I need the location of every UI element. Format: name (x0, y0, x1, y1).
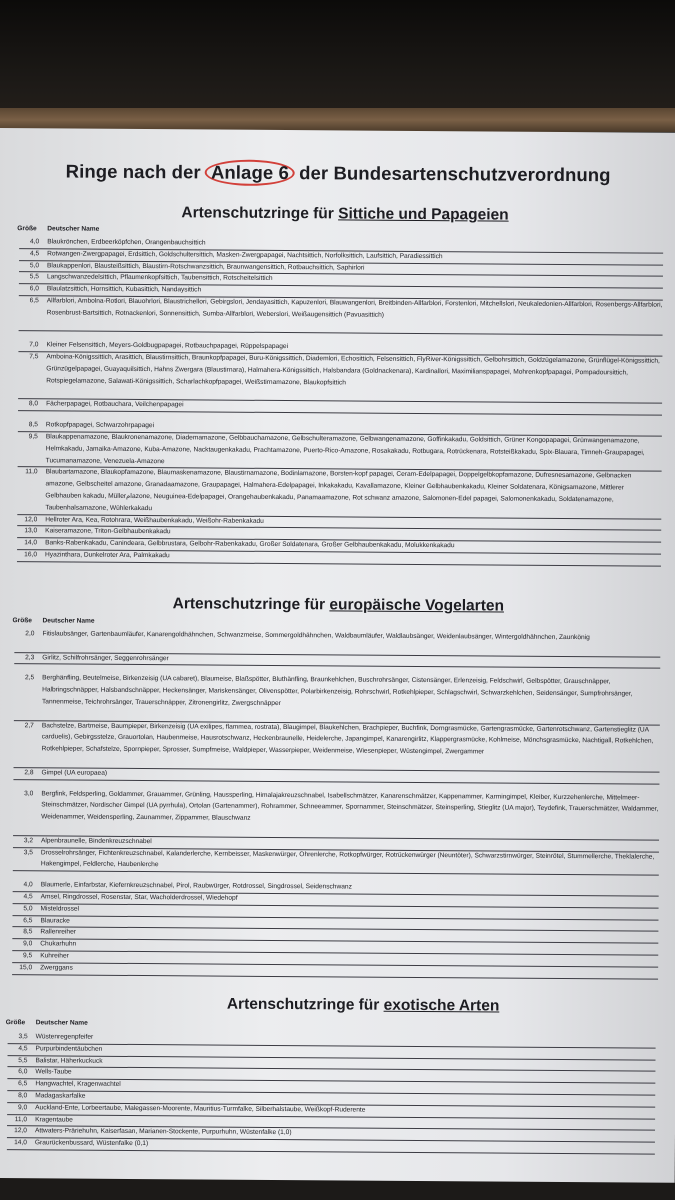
species-names: Auckland-Ente, Lorbeertaube, Malegassen-Moorente, Mauritius-Turmfalke, Silberhalstaube, Weißkopf-Ruderente (35, 1104, 366, 1114)
ring-size: 8,5 (28, 421, 38, 429)
title-circled-annotation: Anlage 6 (205, 159, 295, 186)
species-names: Fitislaubsänger, Gartenbaumläufer, Kanarengoldhähnchen, Schwanzmeise, Sommergoldhähnchen, Waldbaumläufer, Waldlaubsänger, Weidenlaubsänger, Wintergoldhähnchen, Zaunkönig (42, 630, 590, 642)
col-name-header: Deutscher Name (47, 225, 100, 233)
species-names: Kragentaube (35, 1115, 73, 1124)
background-wall (0, 0, 675, 120)
table-row (19, 295, 663, 335)
ring-size: 6,5 (18, 1080, 28, 1088)
ring-size: 5,0 (23, 905, 33, 913)
ring-size: 8,0 (28, 400, 39, 408)
ring-size: 4,5 (29, 250, 40, 258)
species-names: Wüstenregenpfeifer (35, 1033, 94, 1041)
ring-size: 6,5 (23, 916, 33, 924)
col-size-header: Größe (17, 225, 37, 233)
section-title-underlined: Sittiche und Papageien (338, 205, 509, 224)
ring-size: 14,0 (24, 539, 38, 547)
ring-size: 5,5 (29, 273, 39, 281)
ring-size: 11,0 (25, 468, 38, 476)
ring-size: 12,0 (14, 1127, 28, 1135)
section-title-exotic (227, 996, 500, 1016)
ring-size: 4,5 (23, 893, 33, 901)
species-names: Gimpel (UA europaea) (41, 769, 108, 777)
species-names: Hyazinthara, Dunkelroter Ara, Palmkakadu (44, 551, 170, 560)
ring-size: 2,5 (24, 674, 35, 682)
ring-size: 9,0 (23, 940, 33, 948)
species-names: Wells-Taube (35, 1068, 72, 1076)
table-row (14, 673, 660, 725)
title-part-1: Ringe nach der (65, 160, 201, 183)
species-names: Blaulatzsittich, Hornsittich, Kubasittich, Nandaysittich (46, 285, 202, 294)
species-names: Bergfink, Feldsperling, Goldammer, Grauammer, Grünling, Haussperling, Himalajakreuzschnabel, Isabellschmätzer, Kanarenschmätzer, Kappenammer, Karmingimpel, Kleiber, Kurzzehenlerche, Mittelmeer-Steinschmätzer, Nordischer Gimpel (UA pyrrhula), Ortolan (Gartenammer), Rohrammer, Schneeammer, Spornammer, Steinschmätzer, Steinsperling, Stieglitz (UA major), Teydefink, Trauerschmätzer, Waldammer, Weidenammer, Weidensperling, Zaunammer, Zippammer, Blauschwanz (41, 789, 659, 822)
species-names: Blaumerle, Einfarbstar, Kiefernkreuzschnabel, Pirol, Raubwürger, Rotdrossel, Singdrossel, Seidenschwanz (40, 881, 352, 891)
species-names: Kuhreiher (40, 952, 69, 960)
section-title-prefix: Artenschutzringe für (181, 204, 339, 223)
ring-size: 6,0 (29, 285, 39, 293)
ring-size: 4,0 (23, 881, 33, 889)
species-names: Kaiseramazone, Triton-Gelbhaubenkakadu (45, 527, 171, 536)
species-names: Graurückenbussard, Wüstenfalke (0,1) (34, 1139, 149, 1148)
species-names: Rotkopfpapagei, Schwarzohrpapagei (45, 421, 155, 430)
section-title-european (173, 595, 504, 615)
species-names: Hangwachtel, Kragenwachtel (35, 1080, 121, 1089)
species-names: Allfarblori, Ambolna-Rotlori, Blauohrlori, Blaustrichellori, Gebirgslori, Jendayasittich, Kapuzenlori, Blauwangenlori, Breitbinden-Allfarblori, Forstenlori, Mitchellslori, Neukaledonien-Allfarblori, Rosenbergs-Allfarblori, Rosenbrust-Bartsittich, Rotnackenlori, Sonnensittich, Sumba-Allfarblori, Weberslori, Weißaugensittich (Pavuasittich) (46, 297, 663, 319)
species-names: Purpurbindentäubchen (35, 1045, 103, 1053)
species-names: Balistar, Häherkuckuck (35, 1056, 103, 1065)
table-row (14, 720, 660, 772)
ring-size: 3,5 (18, 1033, 28, 1041)
table-row (18, 351, 662, 403)
ring-size: 16,0 (24, 551, 38, 559)
species-names: Berghänfling, Beutelmeise, Birkenzeisig (UA cabaret), Blaumeise, Blaßspötter, Bluthänfling, Braunkehlchen, Buschrohrsänger, Cistensänger, Erlenzeisig, Feldschwirl, Gelbspötter, Grauschnäpper, Halbringschnäpper, Halsbandschnäpper, Heckensänger, Mariskensänger, Olivenspötter, Polarbirkenzeisig, Rohrschwirl, Rotkehlpieper, Schlagschwirl, Schwarzkehlchen, Seidensänger, Sumpfrohrsänger, Tannenmeise, Teichrohrsänger, Trauerschnäpper, Zitronengirlitz, Zwergschnäpper (41, 674, 633, 707)
ring-size: 12,0 (24, 515, 38, 523)
table-row (13, 788, 659, 840)
species-names: Blauracke (40, 916, 70, 925)
ring-size: 15,0 (19, 963, 33, 972)
section-title-parrots (181, 204, 508, 224)
ring-size: 2,3 (25, 653, 35, 661)
ring-size: 2,7 (24, 721, 34, 729)
species-names: Hellroter Ara, Kea, Rotohrara, Weißhaubenkakadu, Weißohr-Rabenkakadu (45, 515, 264, 525)
ring-size: 5,0 (29, 261, 40, 269)
ring-size: 6,5 (29, 297, 39, 305)
col-size-header: Größe (12, 617, 33, 625)
col-name-header: Deutscher Name (35, 1019, 88, 1027)
ring-size: 5,5 (18, 1056, 28, 1064)
species-names: Amsel, Ringdrossel, Rosenstar, Star, Wacholderdrossel, Wiedehopf (40, 893, 238, 902)
species-names: Madagaskarfalke (35, 1092, 86, 1100)
section-title-prefix: Artenschutzringe für (172, 595, 330, 614)
species-names: Fächerpapagei, Rotbauchara, Veilchenpapagei (46, 400, 184, 409)
species-names: Rotwangen-Zwergpapagei, Erdsittich, Goldschultersittich, Masken-Zwergpapagei, Nachtsittich, Norfolksittich, Laufsittich, Paradiessittich (47, 250, 443, 260)
species-names: Girlitz, Schilfrohrsänger, Seggenrohrsänger (42, 653, 169, 662)
ring-size: 11,0 (14, 1115, 28, 1123)
species-names: Blaukappenlori, Blausteißsittich, Blaustirn-Rotschwanzsittich, Braunwangensittich, Rotbauchsittich, Saphirlori (47, 261, 365, 272)
ring-size: 2,8 (24, 769, 34, 777)
species-names: Drosselrohrsänger, Fichtenkreuzschnabel, Kalanderlerche, Kernbeisser, Maskenwürger, Ohrenlerche, Rotkopfwürger, Rotrückenwürger (Neuntöter), Schwarzstirnwürger, Steinrötel, Stummellerche, Theklalerche, Hakengimpel, Feldlerche, Haubenlerche (40, 848, 655, 869)
species-names: Amboina-Königssittich, Arasittich, Blaustirnsittich, Braunkopfpapagei, Buru-Königssittich, Diademlori, Echosittich, Felsensittich, FlyRiver-Königssittich, Gelbohrsittich, Goldzügelamazone, Grünflügel-Königssittich, Grünzügelpapagei, Guayaquilsittich, Hahns Zwergara (Blaustirnara), Halmahera-Königssittich, Halsbandara (Goldnackenara), Kardinallori, Maximilianspapagei, Mohrenkopfpapagei, Pompadoursittich, Rotspiegelamazone, Salawati-Königssittich, Scharlachkopfpapagei, Weißstirnamazone, Blaukopfsittich (46, 353, 660, 387)
species-names: Bachstelze, Bartmeise, Baumpieper, Birkenzeisig (UA exilipes, flammea, rostrata), Blaugimpel, Blaukehlchen, Brachpieper, Buchfink, Dorngrasmücke, Gartengrasmücke, Gartenrotschwanz, Gartenstieglitz (UA carduelis), Gebirgsstelze, Grauortolan, Haubenmeise, Hausrotschwanz, Heckenbraunelle, Heidelerche, Japangimpel, Kanarengirlitz, Klappergrasmücke, Kohlmeise, Mönchsgrasmücke, Nachtigall, Rotkehlchen, Rotkehlpieper, Schafstelze, Spornpieper, Sprosser, Sumpfmeise, Waldpieper, Wasserpieper, Weidenmeise, Wiesenpieper, Wüstengimpel, Zwergammer (41, 721, 654, 756)
species-names: Alpenbraunelle, Bindenkreuzschnabel (41, 837, 152, 845)
species-names: Kleiner Felsensittich, Meyers-Goldbugpapagei, Rotbauchpapagei, Rüppelspapagei (46, 341, 289, 351)
ring-size: 9,5 (23, 952, 33, 960)
species-names: Blaubartamazone, Blaukopfamazone, Blaumaskenamazone, Blaustirnamazone, Bodinlamazone, Borsten-kopf papagei, Ceram-Edelpapagei, Doppelgelbkopfamazone, Dufresnesamazone, Gelbnacken amazone, Gelbscheitel amazone, Granadaamazone, Graupapagei, Halmahera-Edelpapagei, Inkakakadu, Kavallamazone, Kleiner Gelbhaubenkakadu, Kleiner Soldatenara, Königsamazone, Mittlerer Gelbhauben kakadu, Müllerامazone, Neuguinea-Edelpapagei, Orangehaubenkakadu, Panamaamazone, Rot schwanz amazone, Salomonen-Edel papagei, Salomonenkakadu, Soldatenamazone, Taubenhalsamazone, Wühlerkakadu (45, 468, 632, 512)
ring-size: 3,0 (24, 789, 34, 797)
ring-size: 2,0 (25, 630, 35, 638)
table-row (18, 431, 662, 471)
ring-size: 9,5 (28, 433, 38, 441)
ring-size: 9,0 (17, 1103, 28, 1112)
ring-size: 6,0 (18, 1068, 28, 1076)
species-names: Attwaters-Präriehuhn, Kaiserfasan, Marianen-Stockente, Purpurhuhn, Wüstenfalke (1,0) (34, 1127, 292, 1137)
species-names: Rallenreiher (40, 928, 76, 936)
ring-size: 7,0 (29, 341, 39, 349)
ring-size: 8,5 (23, 928, 33, 936)
document-title (66, 158, 611, 188)
section-title-underlined: exotische Arten (383, 996, 500, 1015)
species-names: Banks-Rabenkakadu, Canindeara, Gelbbrustara, Gelbohr-Rabenkakadu, Großer Soldatenara, Großer Gelbhaubenkakadu, Molukkenkakadu (45, 539, 455, 550)
section-title-underlined: europäische Vogelarten (329, 596, 505, 615)
ring-size: 7,5 (29, 353, 39, 361)
table-row (13, 847, 659, 875)
section-title-prefix: Artenschutzringe für (226, 995, 384, 1014)
species-names: Misteldrossel (40, 905, 80, 913)
document-sheet (0, 128, 675, 1183)
ring-size: 13,0 (24, 527, 38, 535)
table-row (17, 467, 661, 519)
species-names: Chukarhuhn (40, 940, 77, 948)
species-names: Langschwanzedelsittich, Pflaumenkopfsittich, Taubensittich, Rotscheitelsittich (46, 273, 273, 283)
species-names: Blaukrönchen, Erdbeerköpfchen, Orangenbauchsittich (47, 238, 206, 247)
ring-size: 4,0 (30, 238, 40, 246)
ring-size: 3,5 (23, 848, 33, 856)
ring-size: 14,0 (14, 1139, 27, 1147)
ring-size: 8,0 (18, 1092, 28, 1100)
ring-size: 4,5 (18, 1044, 28, 1053)
species-names: Zwerggans (40, 964, 73, 972)
col-name-header: Deutscher Name (42, 617, 95, 625)
species-names: Blaukappenamazone, Blaukronenamazone, Diademamazone, Gelbbauchamazone, Gelbschulteramazone, Gelbwangenamazone, Goffinkakadu, Goldsittich, Grüner Kongopapagei, Grünwangenamazone, Helmkakadu, Jamaika-Amazone, Kuba-Amazone, Nacktaugenkakadu, Prachtamazone, Puerto-Rico-Amazone, Rosakakadu, Rotbugara, Rotrückenara, Rotsteißkakadu, Spix-Blauara, Timneh-Graupapagei, Tucumanamazone, Venezuela-Amazone (45, 433, 645, 465)
title-part-2: der Bundesartenschutzverordnung (299, 162, 611, 186)
col-size-header: Größe (5, 1019, 26, 1027)
ring-size: 3,2 (23, 837, 34, 845)
